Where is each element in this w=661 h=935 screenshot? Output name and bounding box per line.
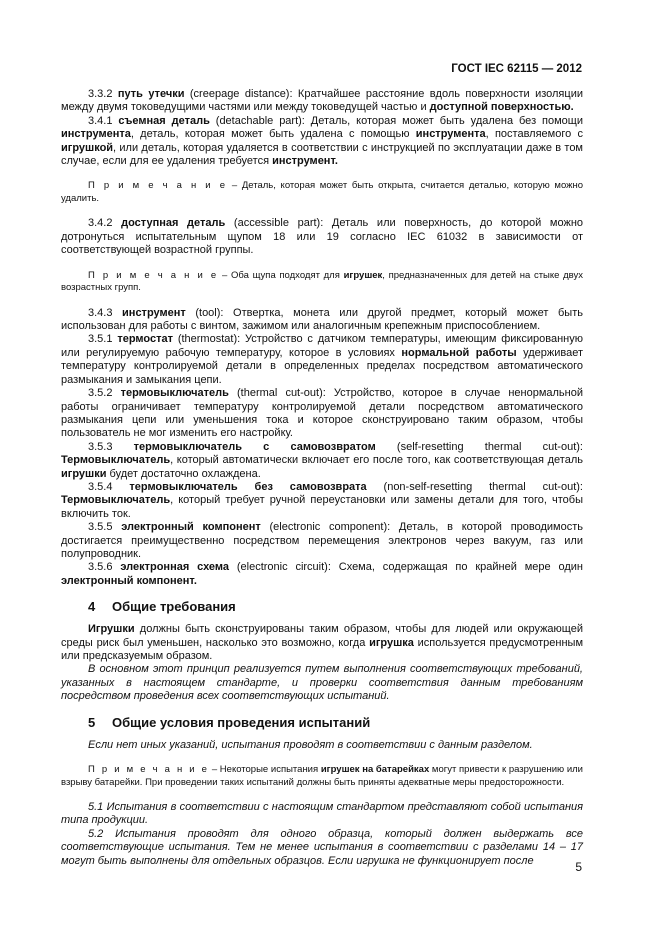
clause-5-1: 5.1 Испытания в соответствии с настоящим стандартом представляют собой испытания типа продукции. <box>61 801 583 827</box>
section-5-intro: Если нет иных указаний, испытания проводят в соответствии с данным разделом. <box>88 738 533 751</box>
page-body <box>61 88 583 868</box>
page-number: 5 <box>575 860 582 874</box>
clause-3-5-1: 3.5.1 термостат (thermostat): Устройство с датчиком температуры, имеющим фиксированную или регулируемую рабочую температуру, которое в условиях нормальной работы удерживает температуру контролируемой детали в определенных пределах посредством автоматического размыкания и замыкания цепи. <box>61 333 583 386</box>
clause-3-4-1: 3.4.1 съемная деталь (detachable part): Деталь, которая может быть удалена без помощи инструмента, деталь, которая может быть удалена с помощью инструмента, поставляемого с игрушкой, или деталь, которая удаляется в соответствии с инструкцией по эксплуатации даже в том случае, если для ее удаления требуется инструмент. <box>61 114 583 168</box>
clause-3-5-3: 3.5.3 термовыключатель с самовозвратом (self-resetting thermal cut-out): Термовыключатель, который автоматически включает его после того, как соответствующая деталь игрушки будет достаточно охлаждена. <box>61 440 583 480</box>
doc-header: ГОСТ IEC 62115 — 2012 <box>451 63 582 75</box>
clause-3-5-6: 3.5.6 электронная схема (electronic circuit): Схема, содержащая по крайней мере один электронный компонент. <box>61 561 583 587</box>
clause-3-5-2: 3.5.2 термовыключатель (thermal cut-out): Устройство, которое в случае ненормальной работы ограничивает температуру контролируемой детали посредством автоматического размыкания цепи или уменьшения тока и которое сконструировано таким образом, чтобы пользователь не мог изменить его настройку. <box>61 387 583 440</box>
clause-3-3-2: 3.3.2 путь утечки (creepage distance): Кратчайшее расстояние вдоль поверхности изоляции между двумя токоведущими частями или между токоведущей частью и доступной поверхностью. <box>61 88 583 114</box>
section-4-para-1: Игрушки должны быть сконструированы таким образом, чтобы для людей или окружающей среды риск был уменьшен, насколько это возможно, когда игрушка используется предусмотренным или предсказуемым образом. <box>61 623 584 662</box>
note-3: П р и м е ч а н и е – Некоторые испытания игрушек на батарейках могут привести к разрушению или взрыву батарейки. При проведении таких испытаний должны быть приняты адекватные меры предосторожности. <box>61 764 583 788</box>
section-5-heading: 5 Общие условия проведения испытаний <box>88 714 371 730</box>
clause-3-5-4: 3.5.4 термовыключатель без самовозврата (non-self-resetting thermal cut-out): Термовыключатель, который требует ручной переустановки или замены детали для того, чтобы включить ток. <box>61 480 583 520</box>
note-2: П р и м е ч а н и е – Оба щупа подходят для игрушек, предназначенных для детей на стыке двух возрастных групп. <box>61 269 583 294</box>
clause-3-4-2: 3.4.2 доступная деталь (accessible part): Деталь или поверхность, до которой можно дотронуться испытательным щупом 18 или 19 согласно IEC 61032 в зависимости от соответствующей возрастной группы. <box>61 217 584 257</box>
clause-3-5-5: 3.5.5 электронный компонент (electronic component): Деталь, в которой проводимость достигается преимущественно посредством перемещения электронов через вакуум, газ или полупроводник. <box>61 521 584 560</box>
clause-5-2: 5.2 Испытания проводят для одного образца, который должен выдержать все соответствующие испытания. Тем не менее испытания в соответствии с разделами 14 – 17 могут быть выполнены для отдельных образцов. Если игрушка не функционирует после <box>61 827 583 867</box>
section-4-heading: 4 Общие требования <box>88 599 236 615</box>
clause-3-4-3: 3.4.3 инструмент (tool): Отвертка, монета или другой предмет, который может быть использован для работы с винтом, зажимом или аналогичным крепежным приспособлением. <box>61 306 583 333</box>
note-1: П р и м е ч а н и е – Деталь, которая может быть открыта, считается деталью, которую можно удалить. <box>61 180 584 204</box>
section-4-para-2: В основном этот принцип реализуется путем выполнения соответствующих требований, указанных в настоящем стандарте, и проверки соответствия данным требованиям посредством проведения всех соответствующих испытаний. <box>61 663 583 703</box>
